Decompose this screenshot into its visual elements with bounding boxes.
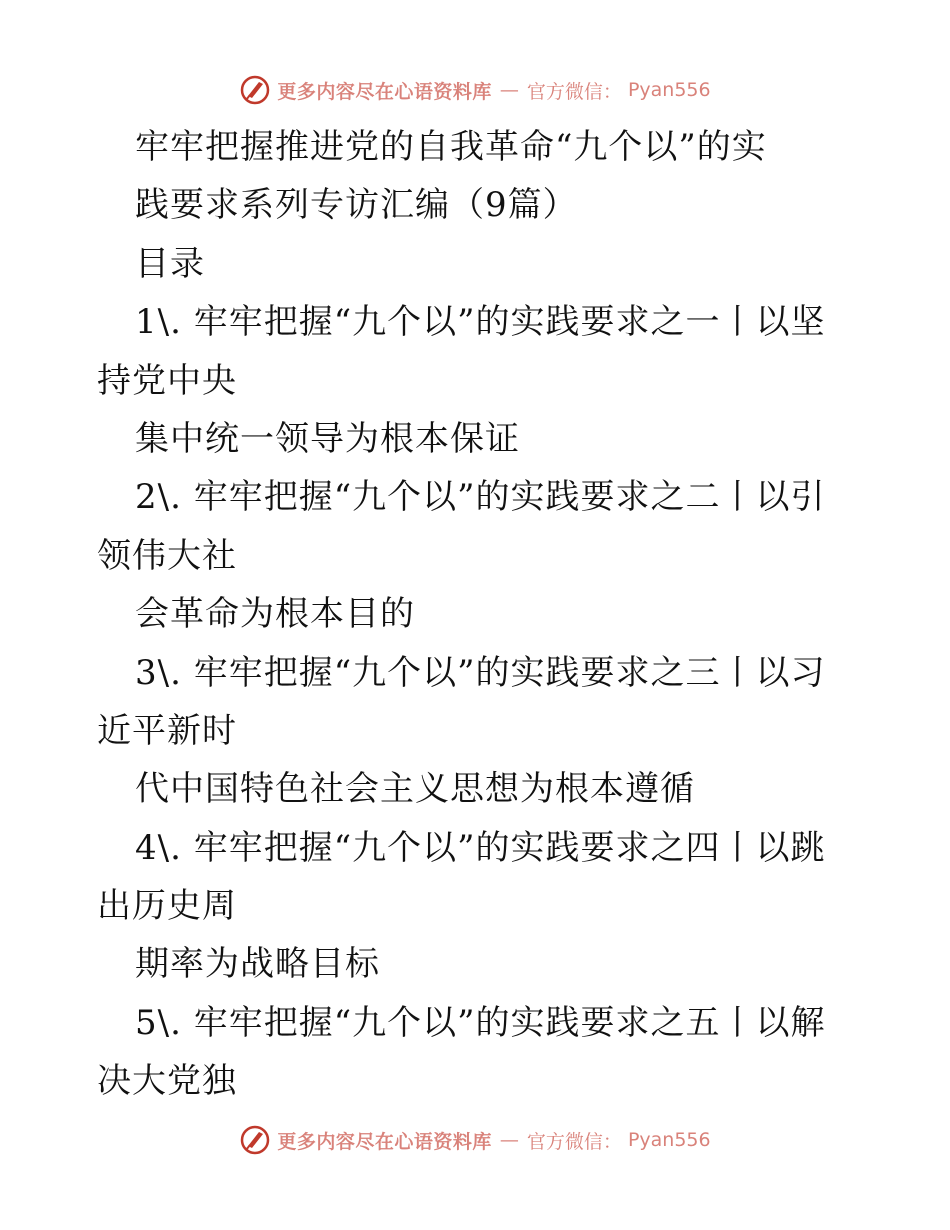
header-banner-inner bbox=[239, 74, 710, 106]
header-banner bbox=[0, 70, 950, 110]
banner-wechat-label: 官方微信： bbox=[526, 1130, 622, 1153]
quill-logo-icon bbox=[239, 1124, 271, 1156]
toc-item-3-line-3: 代中国特色社会主义思想为根本遵循 bbox=[135, 769, 695, 810]
banner-wechat-id: Pyan556 bbox=[627, 1129, 711, 1151]
toc-item-5-line-2: 决大党独 bbox=[97, 1061, 237, 1102]
toc-item-4-line-2: 出历史周 bbox=[97, 886, 237, 927]
document-body bbox=[97, 118, 857, 1111]
banner-text: 更多内容尽在心语资料库 bbox=[277, 80, 492, 103]
quill-logo-icon bbox=[239, 74, 271, 106]
footer-banner bbox=[0, 1120, 950, 1160]
title-line-2: 践要求系列专访汇编（9篇） bbox=[135, 185, 578, 226]
toc-item-2-line-3: 会革命为根本目的 bbox=[135, 594, 415, 635]
toc-item-3-line-2: 近平新时 bbox=[97, 710, 237, 751]
toc-heading: 目录 bbox=[135, 243, 205, 284]
banner-separator: — bbox=[499, 1129, 519, 1151]
footer-banner-inner bbox=[239, 1124, 710, 1156]
toc-item-1-line-3: 集中统一领导为根本保证 bbox=[135, 418, 520, 459]
toc-item-2-line-2: 领伟大社 bbox=[97, 535, 237, 576]
banner-wechat-label: 官方微信： bbox=[526, 80, 622, 103]
toc-item-1-line-2: 持党中央 bbox=[97, 360, 237, 401]
banner-text: 更多内容尽在心语资料库 bbox=[277, 1130, 492, 1153]
toc-item-2-line-1: 2\. 牢牢把握“九个以”的实践要求之二丨以引 bbox=[135, 477, 826, 518]
toc-item-4-line-1: 4\. 牢牢把握“九个以”的实践要求之四丨以跳 bbox=[135, 827, 826, 868]
title-line-1: 牢牢把握推进党的自我革命“九个以”的实 bbox=[135, 127, 767, 167]
toc-item-4-line-3: 期率为战略目标 bbox=[135, 944, 380, 985]
banner-separator: — bbox=[499, 79, 519, 101]
banner-wechat-id: Pyan556 bbox=[627, 79, 711, 101]
toc-item-1-line-1: 1\. 牢牢把握“九个以”的实践要求之一丨以坚 bbox=[135, 302, 826, 343]
toc-item-3-line-1: 3\. 牢牢把握“九个以”的实践要求之三丨以习 bbox=[135, 652, 826, 693]
toc-item-5-line-1: 5\. 牢牢把握“九个以”的实践要求之五丨以解 bbox=[135, 1002, 826, 1043]
